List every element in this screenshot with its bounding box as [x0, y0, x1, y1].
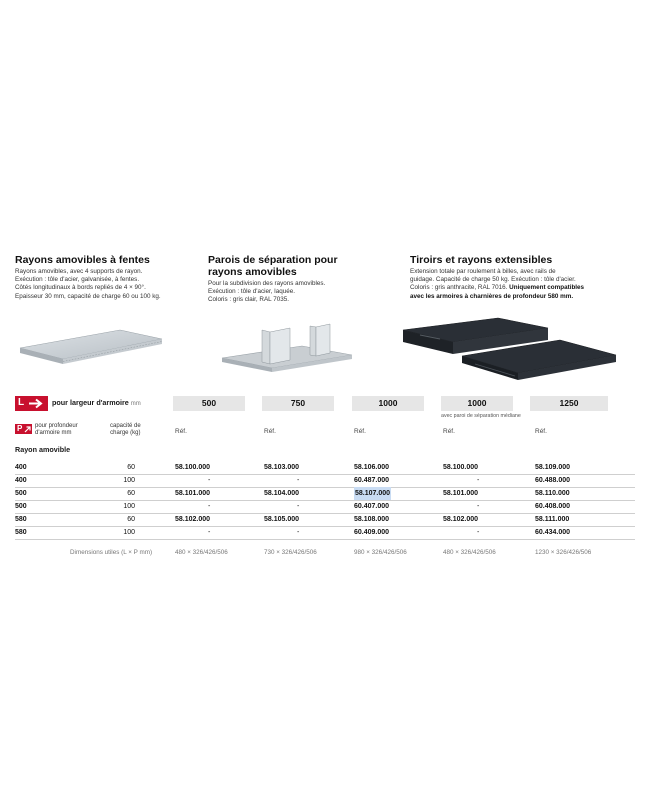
- ref-label: Réf.: [354, 428, 366, 435]
- ref-cell: -: [477, 503, 480, 510]
- ref-cell: 58.104.000: [264, 490, 300, 497]
- group-label: Rayon amovible: [15, 445, 71, 454]
- capacity-cell: 60: [127, 516, 135, 523]
- width-header: [52, 398, 141, 409]
- capacity-cell: 100: [123, 477, 135, 484]
- ref-cell: 58.109.000: [535, 464, 571, 471]
- arrow-right-icon: [28, 398, 46, 409]
- ref-cell: -: [208, 529, 211, 536]
- capacity-cell: 60: [127, 490, 135, 497]
- ref-cell: 58.102.000: [443, 516, 479, 523]
- ref-cell: 60.409.000: [354, 529, 390, 536]
- desc-line: Côtés longitudinaux à bords repliés de 4 × 90°.: [15, 284, 146, 292]
- desc-line: Epaisseur 30 mm, capacité de charge 60 ou 100 kg.: [15, 292, 161, 300]
- ref-label: Réf.: [535, 428, 547, 435]
- desc-line: Pour la subdivision des rayons amovibles.: [208, 280, 326, 287]
- capacity-label-line: charge (kg): [110, 430, 141, 436]
- ref-cell: 60.487.000: [354, 477, 390, 484]
- l-icon-letter: L: [18, 397, 25, 408]
- dimensions-value: 1230 × 326/426/506: [535, 549, 592, 556]
- slotted-shelf-image: [15, 322, 165, 372]
- section-title-drawers: Tiroirs et rayons extensibles: [410, 254, 553, 266]
- ref-cell: 58.106.000: [354, 464, 390, 471]
- ref-cell: -: [297, 477, 300, 484]
- width-col-1000: 1000: [352, 396, 424, 411]
- drawer-image: [400, 316, 620, 392]
- divider-shelf-image: [218, 318, 358, 376]
- ref-label: Réf.: [264, 428, 276, 435]
- section-title-slotted-shelves: Rayons amovibles à fentes: [15, 254, 150, 266]
- desc-line: Exécution : tôle d'acier, laquée.: [208, 288, 295, 296]
- ref-cell: -: [477, 477, 480, 484]
- depth-cell: 400: [15, 477, 27, 484]
- desc-line: [410, 284, 640, 292]
- capacity-label-line: capacité de: [110, 423, 141, 429]
- ref-label: Réf.: [443, 428, 455, 435]
- title-line: rayons amovibles: [208, 266, 297, 278]
- dimensions-value: 480 × 326/426/506: [443, 549, 496, 556]
- ref-cell: 60.408.000: [535, 503, 571, 510]
- width-col-1250: 1250: [530, 396, 608, 411]
- ref-cell: 58.101.000: [175, 490, 211, 497]
- l-icon: [15, 396, 48, 411]
- capacity-cell: 100: [123, 529, 135, 536]
- desc-line: Rayons amovibles, avec 4 supports de rayon.: [15, 268, 143, 275]
- desc-line: Exécution : tôle d'acier, galvanisée, à fentes.: [15, 276, 140, 284]
- ref-label: Réf.: [175, 428, 187, 435]
- depth-cell: 580: [15, 529, 27, 536]
- width-col-1000-divider: 1000: [441, 396, 513, 411]
- p-icon-letter: P: [17, 424, 23, 433]
- depth-label-line: d'armoire mm: [35, 430, 72, 436]
- width-col-500: 500: [173, 396, 245, 411]
- title-line: Parois de séparation pour: [208, 254, 338, 266]
- desc-line: guidage. Capacité de charge 50 kg. Exécution : tôle d'acier.: [410, 276, 576, 284]
- depth-cell: 500: [15, 503, 27, 510]
- ref-cell: 58.110.000: [535, 490, 570, 497]
- ref-cell: 58.101.000: [443, 490, 479, 497]
- width-note: avec paroi de séparation médiane: [441, 413, 521, 419]
- capacity-cell: 100: [123, 503, 135, 510]
- dimensions-value: 480 × 326/426/506: [175, 549, 228, 556]
- dimensions-value: 980 × 326/426/506: [354, 549, 407, 556]
- row-divider: [15, 539, 635, 540]
- section-title-dividers: [208, 254, 338, 278]
- dimensions-label: Dimensions utiles (L × P mm): [70, 549, 153, 556]
- depth-header: [35, 423, 78, 437]
- ref-cell: 58.100.000: [175, 464, 211, 471]
- depth-cell: 400: [15, 464, 27, 471]
- ref-cell: 58.111.000: [535, 516, 570, 523]
- width-unit: mm: [130, 401, 141, 407]
- desc-bold: Uniquement compatibles: [509, 284, 585, 292]
- ref-cell: 60.488.000: [535, 477, 571, 484]
- ref-cell: -: [208, 503, 211, 510]
- section-description-drawers: [410, 268, 640, 301]
- ref-cell: -: [297, 529, 300, 536]
- p-icon: [15, 424, 32, 434]
- capacity-header: [110, 423, 141, 437]
- ref-cell: -: [297, 503, 300, 510]
- arrow-icon: [24, 426, 31, 433]
- ref-cell: -: [477, 529, 480, 536]
- ref-cell: -: [208, 477, 211, 484]
- desc-bold-line: avec les armoires à charnières de profondeur 580 mm.: [410, 292, 574, 300]
- ref-cell: 58.102.000: [175, 516, 211, 523]
- depth-label-line: pour profondeur: [35, 423, 78, 429]
- desc-line: Extension totale par roulement à billes, avec rails de: [410, 268, 556, 275]
- desc-line: Coloris : gris clair, RAL 7035.: [208, 296, 289, 304]
- width-col-750: 750: [262, 396, 334, 411]
- ref-cell: 58.103.000: [264, 464, 300, 471]
- depth-cell: 500: [15, 490, 27, 497]
- ref-cell-highlighted[interactable]: 58.107.000: [354, 487, 391, 500]
- ref-cell: 60.407.000: [354, 503, 390, 510]
- ref-cell: 58.100.000: [443, 464, 479, 471]
- width-label: pour largeur d'armoire: [52, 398, 129, 407]
- capacity-cell: 60: [127, 464, 135, 471]
- ref-cell: 58.108.000: [354, 516, 390, 523]
- section-description-slotted-shelves: [15, 268, 195, 301]
- ref-cell: 58.105.000: [264, 516, 300, 523]
- section-description-dividers: [208, 280, 388, 305]
- desc-text: Coloris : gris anthracite, RAL 7016.: [410, 284, 508, 292]
- dimensions-value: 730 × 326/426/506: [264, 549, 317, 556]
- ref-cell: 60.434.000: [535, 529, 571, 536]
- depth-cell: 580: [15, 516, 27, 523]
